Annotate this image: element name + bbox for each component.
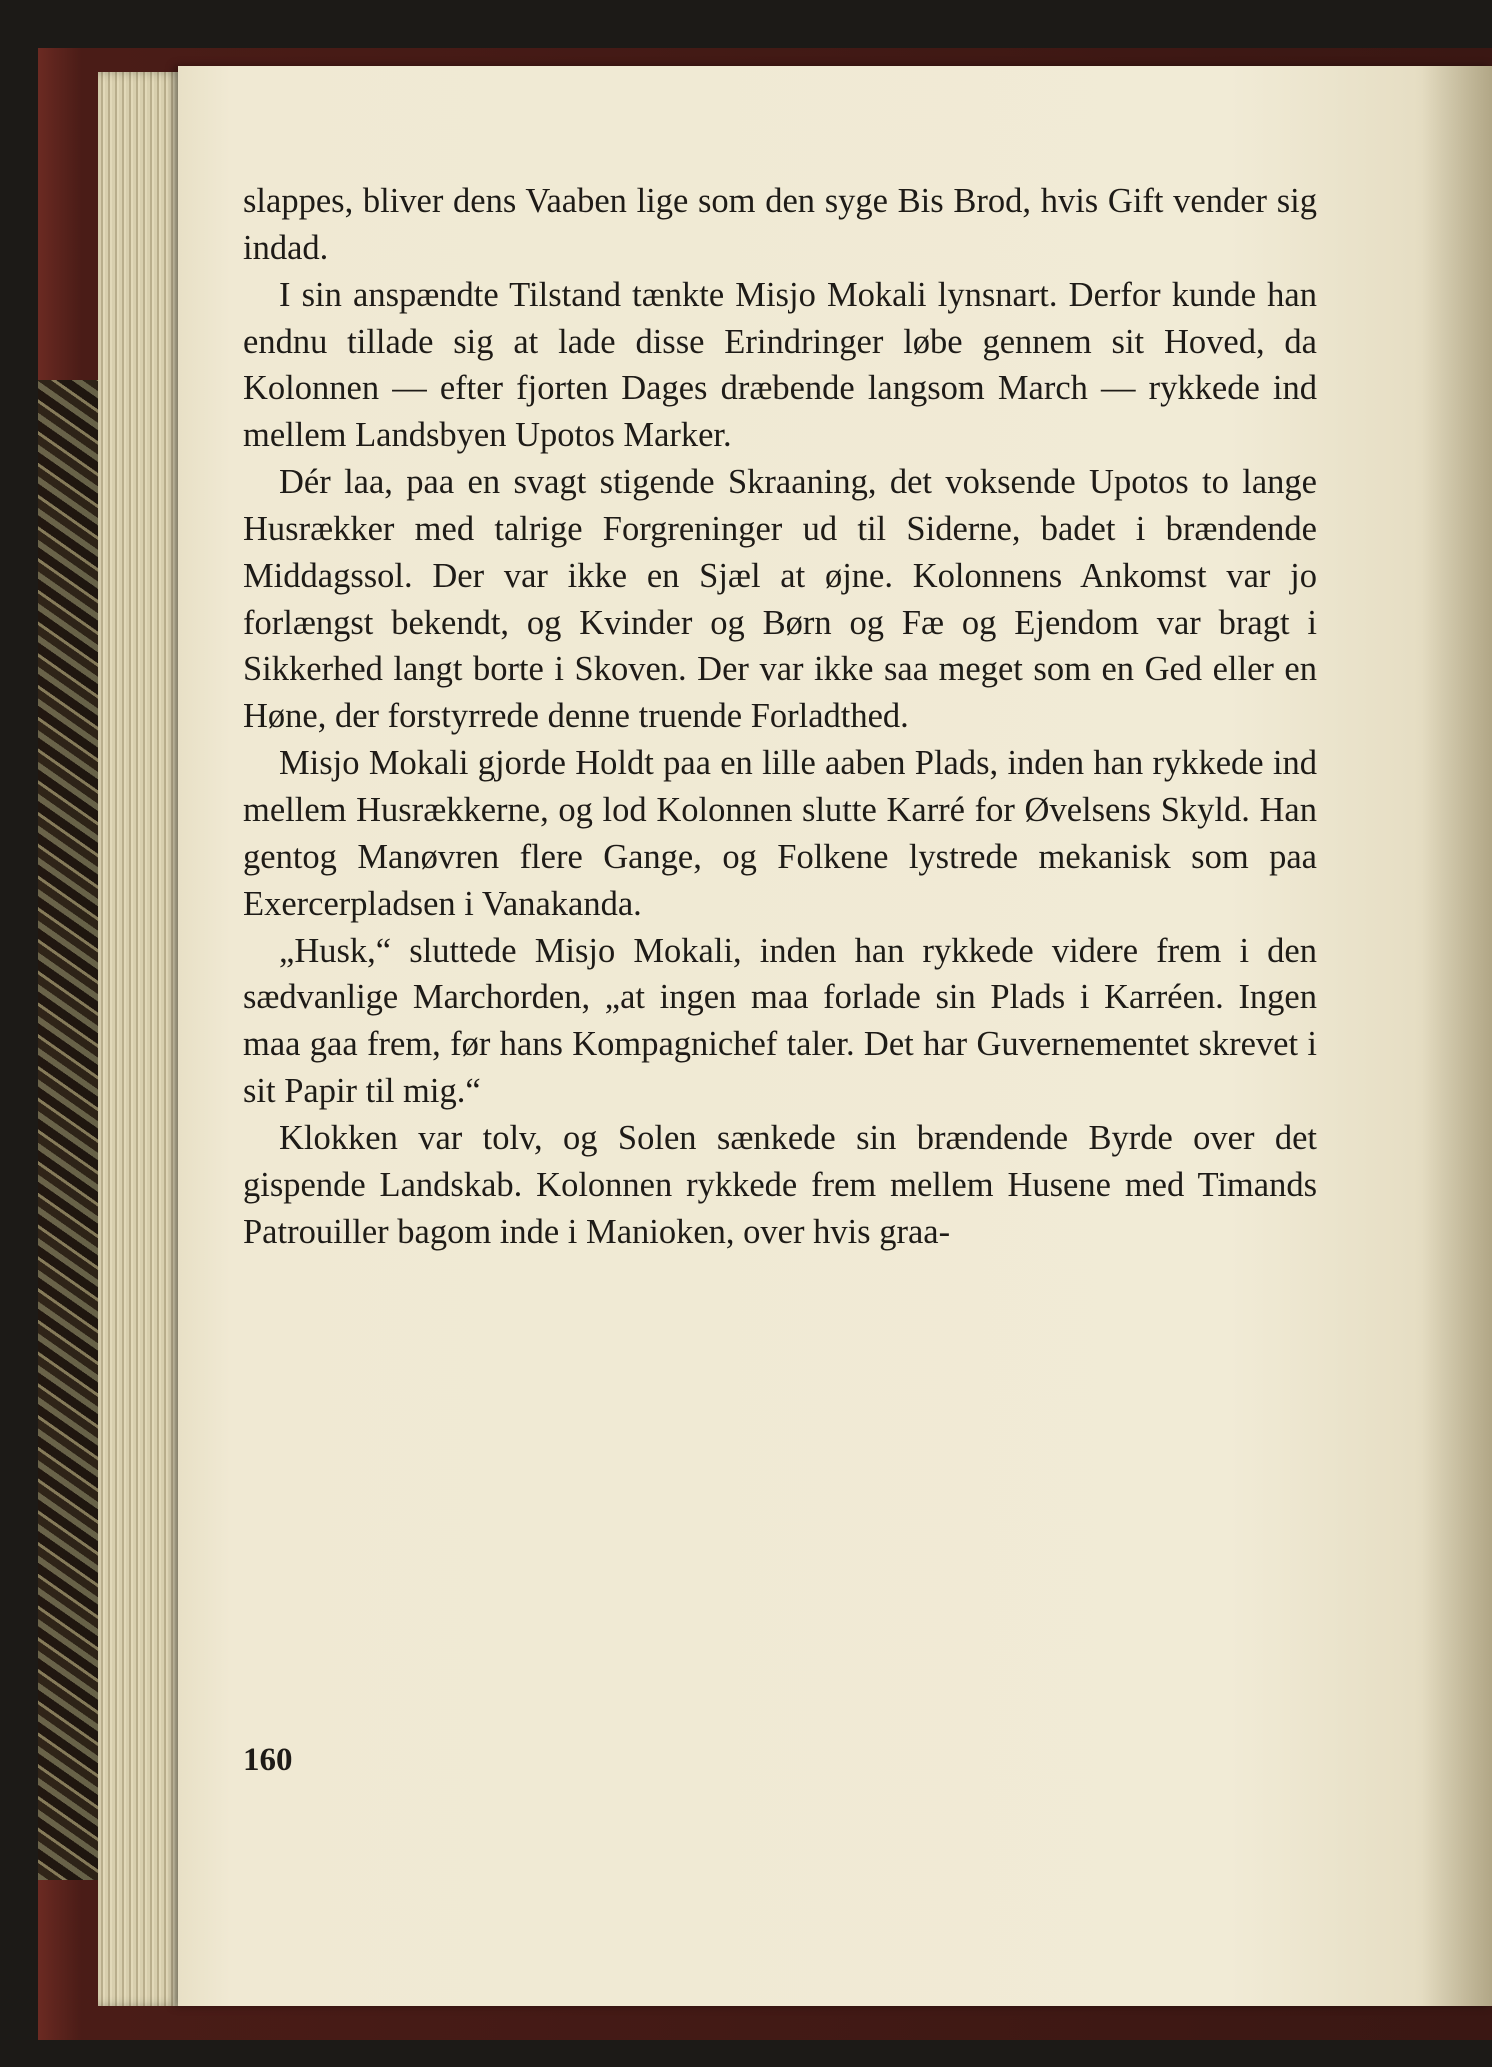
paragraph-1: slappes, bliver dens Vaaben lige som den syge Bis Brod, hvis Gift vender sig indad. bbox=[243, 182, 1317, 267]
body-text bbox=[243, 178, 1317, 1255]
gutter-shadow bbox=[1422, 66, 1492, 2006]
page-number: 160 bbox=[243, 1742, 293, 1778]
page-edges bbox=[98, 72, 184, 2006]
paragraph-6: Klokken var tolv, og Solen sænkede sin brændende Byrde over det gispende Landskab. Kolonnen rykkede frem mellem Husene med Timands Patrouiller bagom inde i Manioken, over hvis graa- bbox=[243, 1118, 1317, 1251]
paragraph-4: Misjo Mokali gjorde Holdt paa en lille aaben Plads, inden han rykkede ind mellem Husrækkerne, og lod Kolonnen slutte Karré for Øvelsens Skyld. Han gentog Manøvren flere Gange, og Folkene lystrede mekanisk som paa Exercerpladsen i Vanakanda. bbox=[243, 744, 1317, 923]
paragraph-3: Dér laa, paa en svagt stigende Skraaning, det voksende Upotos to lange Husrækker med talrige Forgreninger ud til Siderne, badet i brændende Middagssol. Der var ikke en Sjæl at øjne. Kolonnens Ankomst var jo forlængst bekendt, og Kvinder og Børn og Fæ og Ejendom var bragt i Sikkerhed langt borte i Skoven. Der var ikke saa meget som en Ged eller en Høne, der forstyrrede denne truende Forladthed. bbox=[243, 463, 1317, 736]
marbled-endpaper bbox=[38, 380, 100, 1880]
paragraph-2: I sin anspændte Tilstand tænkte Misjo Mokali lynsnart. Derfor kunde han endnu tillade sig at lade disse Erindringer løbe gennem sit Hoved, da Kolonnen — efter fjorten Dages dræbende langsom March — rykkede ind mellem Landsbyen Upotos Marker. bbox=[243, 275, 1317, 455]
paragraph-5: „Husk,“ sluttede Misjo Mokali, inden han rykkede videre frem i den sædvanlige Marchorden, „at ingen maa forlade sin Plads i Karréen. Ingen maa gaa frem, før hans Kompagnichef taler. Det har Guvernementet skrevet i sit Papir til mig.“ bbox=[243, 931, 1317, 1111]
